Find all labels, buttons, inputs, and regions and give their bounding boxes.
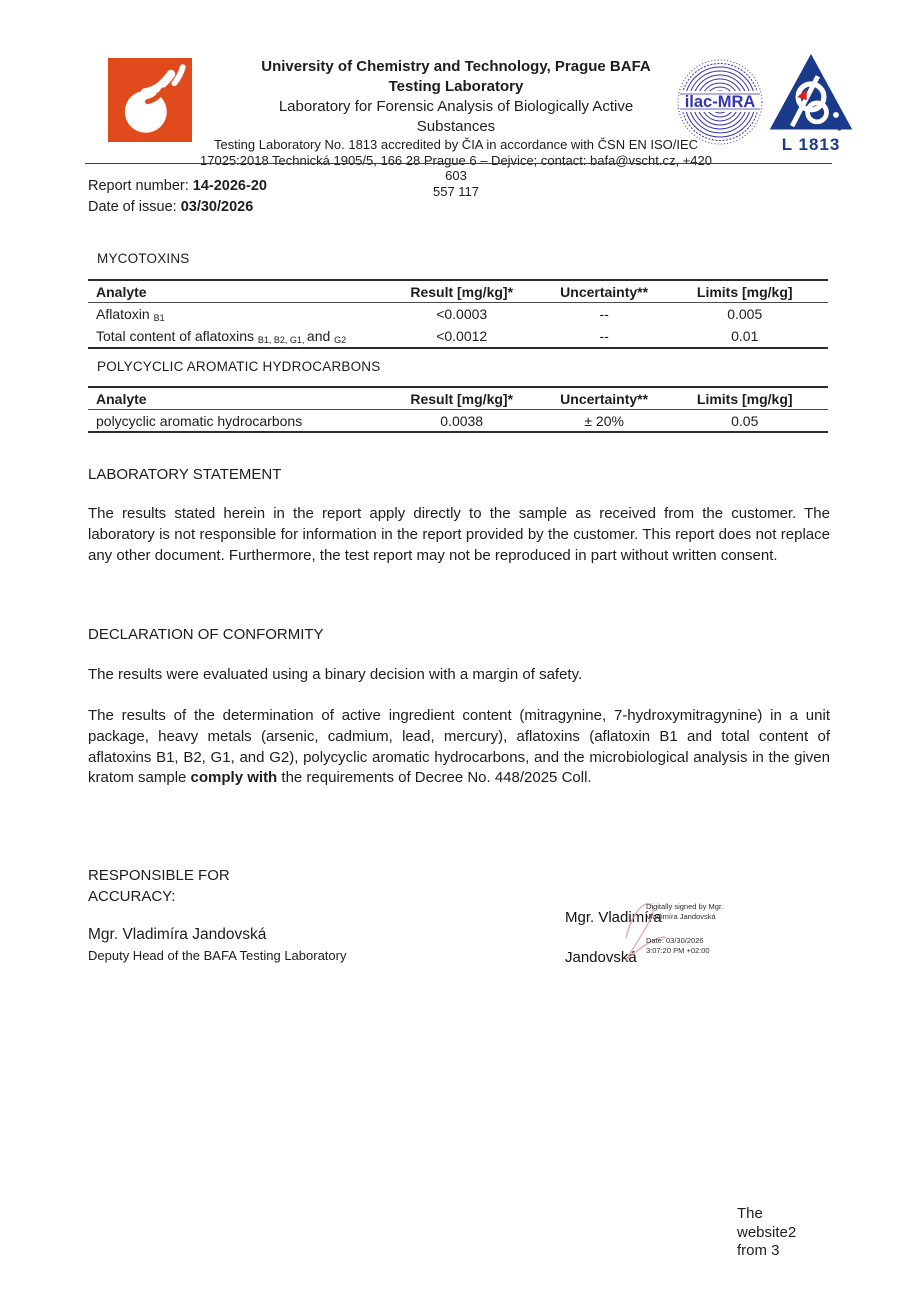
date-of-issue-value: 03/30/2026 <box>180 199 254 215</box>
table-header-row <box>88 387 828 410</box>
signature-detail-line1: Digitally signed by Mgr. <box>646 902 724 911</box>
date-of-issue-label: Date of issue: <box>88 199 181 215</box>
result-cell: <0.0003 <box>436 306 488 322</box>
cia-triangle-icon <box>768 52 854 134</box>
header-subtitle: Laboratory for Forensic Analysis of Biologically Active Substances <box>278 98 634 135</box>
table-header-row <box>88 280 828 303</box>
column-header: Limits [mg/kg] <box>661 280 828 303</box>
limits-cell: 0.01 <box>661 325 828 348</box>
footer-line3: from 3 <box>737 1242 780 1259</box>
svg-text:ilac-MRA: ilac-MRA <box>684 93 756 111</box>
responsible-role: Deputy Head of the BAFA Testing Laboratory <box>88 948 347 963</box>
results-table <box>88 386 828 433</box>
cia-accreditation-logo-icon <box>768 52 854 134</box>
report-header <box>200 57 712 199</box>
header-phone-continuation: 557 117 <box>432 183 480 199</box>
table-row <box>88 410 828 433</box>
laboratory-statement-body: The results stated herein in the report apply directly to the sample as received from the customer. The laboratory is not responsible for information in the report provided by the customer. This report does not replace any other document. Furthermore, the test report may not be reproduced in part without written consent. <box>88 505 830 564</box>
declaration-para1: The results were evaluated using a binary decision with a margin of safety. <box>88 666 583 683</box>
uct-prague-logo-icon <box>108 58 192 142</box>
footer-line1: The <box>737 1205 763 1222</box>
result-cell: <0.0012 <box>377 325 547 348</box>
cia-accreditation-number: L 1813 <box>781 135 841 154</box>
signature-name-line1: Mgr. Vladimíra <box>565 909 662 926</box>
footer-line2: website2 <box>737 1223 797 1241</box>
pah-table <box>88 386 828 433</box>
responsible-heading <box>88 865 230 907</box>
table-row <box>88 303 828 326</box>
declaration-para2-before: The results of the determination of active ingredient content (mitragynine, 7-hydroxymitragynine) in a unit package, heavy metals (arsenic, cadmium, lead, mercury), aflatoxins (aflatoxin B1 and total content of aflatoxins B1, B2, G1, and G2), polycyclic aromatic hydrocarbons, and the microbiological analysis in the given kratom sample <box>88 707 830 787</box>
results-table <box>88 279 828 349</box>
analyte-cell: Aflatoxin $_{B1}$ <box>96 305 165 323</box>
page-footer <box>737 1205 796 1261</box>
analyte-cell: Total content of aflatoxins $_{B1, B2, G1,}$ and $_{G2}$ <box>88 325 377 348</box>
uncertainty-cell: -- <box>547 325 662 348</box>
limits-cell: 0.005 <box>727 306 763 322</box>
table-row <box>88 325 828 348</box>
signature-detail-bottom <box>646 936 756 955</box>
column-header: Uncertainty** <box>547 280 662 303</box>
signature-detail-line3: Date: 03/30/2026 <box>646 936 704 945</box>
responsible-heading-line2: ACCURACY: <box>88 888 176 905</box>
column-header: Analyte <box>88 280 377 303</box>
laboratory-statement-title: LABORATORY STATEMENT <box>88 466 282 483</box>
limits-cell: 0.05 <box>661 410 828 433</box>
declaration-para2 <box>88 706 830 789</box>
responsible-heading-line1: RESPONSIBLE FOR <box>88 867 230 884</box>
column-header: Uncertainty** <box>547 387 662 410</box>
responsible-name: Mgr. Vladimíra Jandovská <box>88 926 267 943</box>
mycotoxins-section-title: MYCOTOXINS <box>97 251 190 266</box>
uncertainty-cell: ± 20% <box>547 410 662 433</box>
analyte-cell: polycyclic aromatic hydrocarbons <box>88 410 377 433</box>
header-accreditation-line1: Testing Laboratory No. 1813 accredited by ČIA in accordance with ČSN EN ISO/IEC <box>213 137 699 152</box>
uct-flask-icon <box>108 58 192 142</box>
signature-detail-top <box>646 902 756 921</box>
signature-detail-line2: Vladimíra Jandovská <box>646 911 716 921</box>
ilac-mra-logo-icon <box>676 58 764 146</box>
date-of-issue-line <box>88 197 267 218</box>
pah-section-title: POLYCYCLIC AROMATIC HYDROCARBONS <box>97 359 381 374</box>
header-title-line2: Testing Laboratory <box>388 78 524 95</box>
column-header: Result [mg/kg]* <box>377 387 547 410</box>
column-header: Limits [mg/kg] <box>661 387 828 410</box>
uncertainty-cell: -- <box>599 306 609 322</box>
header-accreditation-line2: 17025:2018 Technická 1905/5, 166 28 Prague 6 – Dejvice; contact: bafa@vscht.cz, +420 603 <box>200 152 712 183</box>
column-header: Result [mg/kg]* <box>377 280 547 303</box>
signature-name-line2: Jandovská <box>565 949 637 966</box>
header-divider <box>85 163 832 164</box>
column-header: Analyte <box>88 387 377 410</box>
declaration-para2-after: the requirements of Decree No. 448/2025 Coll. <box>277 769 592 787</box>
mycotoxins-table <box>88 279 828 349</box>
header-title-line1: University of Chemistry and Technology, Prague BAFA <box>261 58 651 75</box>
report-number-label: Report number: <box>88 178 193 194</box>
report-info <box>88 176 267 218</box>
result-cell: 0.0038 <box>377 410 547 433</box>
declaration-para2-bold: comply with <box>190 769 278 787</box>
report-number-value: 14-2026-20 <box>192 178 267 194</box>
declaration-title: DECLARATION OF CONFORMITY <box>88 626 324 643</box>
report-number-line <box>88 176 267 197</box>
ilac-mra-rings-icon <box>676 58 764 146</box>
signature-detail-line4: 3:07:20 PM +02:00 <box>646 945 710 955</box>
